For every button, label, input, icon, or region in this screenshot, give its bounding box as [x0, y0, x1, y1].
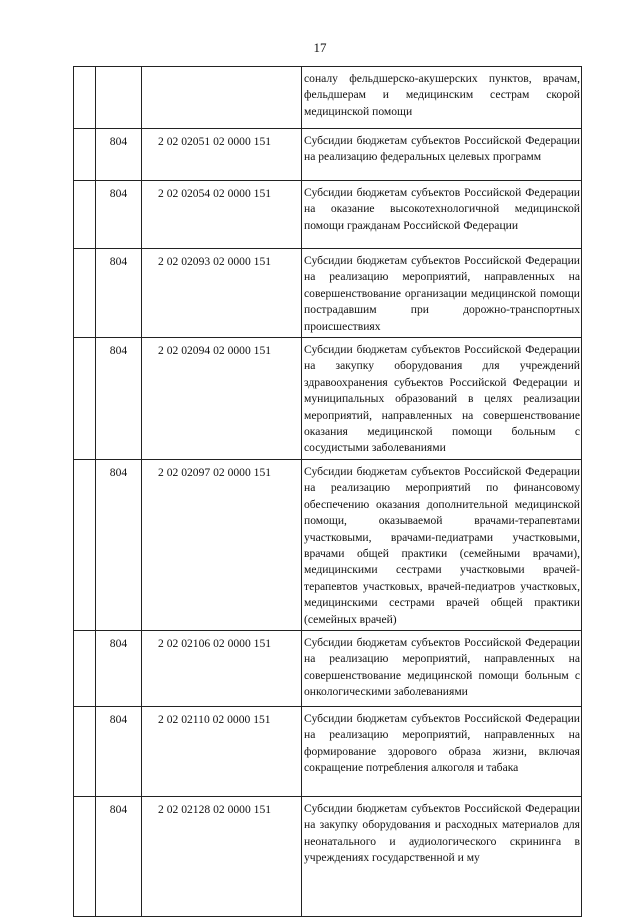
budget-code-cell: 2 02 02094 02 0000 151	[142, 338, 302, 460]
admin-code-cell: 804	[96, 129, 142, 181]
budget-code-cell: 2 02 02097 02 0000 151	[142, 459, 302, 630]
admin-code-cell: 804	[96, 459, 142, 630]
table-row	[74, 67, 582, 129]
budget-code-cell: 2 02 02128 02 0000 151	[142, 796, 302, 916]
admin-code-cell: 804	[96, 249, 142, 338]
admin-code-cell	[96, 67, 142, 129]
description-cell: Субсидии бюджетам субъектов Российской Федерации на реализацию мероприятий по финансовому обеспечению оказания дополнительной медицинской помощи, оказываемой врачами-терапевтами участковыми, врачами-педиатрами участковыми, врачами общей практики (семейными врачами), медицинскими сестрами участковыми врачей-терапевтов участковых, врачей-педиатров участковых, медицинскими сестрами врачей общей практики (семейных врачей)	[302, 459, 582, 630]
description-cell: Субсидии бюджетам субъектов Российской Федерации на реализацию мероприятий, направленных на совершенствование организации медицинской помощи пострадавшим при дорожно-транспортных происшествиях	[302, 249, 582, 338]
table-row	[74, 129, 582, 181]
description-cell: Субсидии бюджетам субъектов Российской Федерации на оказание высокотехнологичной медицинской помощи гражданам Российской Федерации	[302, 181, 582, 249]
row-number-cell	[74, 181, 96, 249]
row-number-cell	[74, 796, 96, 916]
budget-code-cell: 2 02 02106 02 0000 151	[142, 630, 302, 706]
budget-classification-table	[73, 66, 582, 917]
budget-code-cell: 2 02 02051 02 0000 151	[142, 129, 302, 181]
description-cell: Субсидии бюджетам субъектов Российской Федерации на закупку оборудования и расходных материалов для неонатального и аудиологического скрининга в учреждениях государственной и му	[302, 796, 582, 916]
budget-code-cell: 2 02 02093 02 0000 151	[142, 249, 302, 338]
description-cell: соналу фельдшерско-акушерских пунктов, врачам, фельдшерам и медицинским сестрам скорой медицинской помощи	[302, 67, 582, 129]
table-row	[74, 630, 582, 706]
row-number-cell	[74, 630, 96, 706]
budget-code-cell	[142, 67, 302, 129]
description-cell: Субсидии бюджетам субъектов Российской Федерации на реализацию мероприятий, направленных на совершенствование медицинской помощи больным с онкологическими заболеваниями	[302, 630, 582, 706]
row-number-cell	[74, 459, 96, 630]
admin-code-cell: 804	[96, 338, 142, 460]
description-cell: Субсидии бюджетам субъектов Российской Федерации на реализацию мероприятий, направленных на формирование здорового образа жизни, включая сокращение потребления алкоголя и табака	[302, 706, 582, 796]
table-row	[74, 181, 582, 249]
row-number-cell	[74, 249, 96, 338]
budget-code-cell: 2 02 02054 02 0000 151	[142, 181, 302, 249]
admin-code-cell: 804	[96, 706, 142, 796]
page-number: 17	[313, 40, 327, 55]
table-row	[74, 249, 582, 338]
admin-code-cell: 804	[96, 796, 142, 916]
admin-code-cell: 804	[96, 181, 142, 249]
description-cell: Субсидии бюджетам субъектов Российской Федерации на реализацию федеральных целевых программ	[302, 129, 582, 181]
row-number-cell	[74, 67, 96, 129]
table-row	[74, 796, 582, 916]
table-row	[74, 706, 582, 796]
budget-code-cell: 2 02 02110 02 0000 151	[142, 706, 302, 796]
table-row	[74, 338, 582, 460]
description-cell: Субсидии бюджетам субъектов Российской Федерации на закупку оборудования для учреждений здравоохранения субъектов Российской Федерации и муниципальных образований в целях реализации мероприятий, направленных на совершенствование оказания медицинской помощи больным с сосудистыми заболеваниями	[302, 338, 582, 460]
admin-code-cell: 804	[96, 630, 142, 706]
row-number-cell	[74, 129, 96, 181]
table-row	[74, 459, 582, 630]
row-number-cell	[74, 706, 96, 796]
row-number-cell	[74, 338, 96, 460]
